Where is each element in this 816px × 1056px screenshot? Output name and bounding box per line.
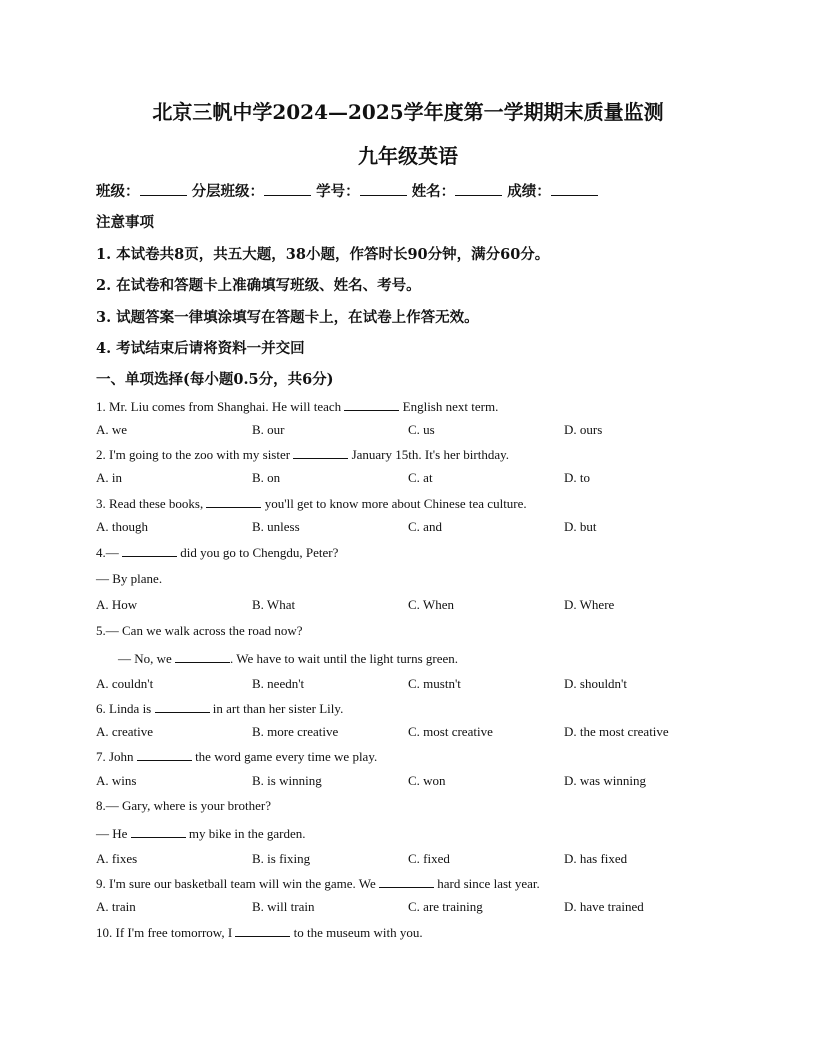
question-9 [96,875,540,892]
option-d: D. ours [564,422,603,437]
question-text: you'll get to know more about Chinese tea culture. [261,496,527,511]
question-text: 4.— [96,545,122,560]
note-item: 4. 考试结束后请将资料一并交回 [96,340,305,357]
layer-class-label: 分层班级： [191,183,265,200]
question-text: in art than her sister Lily. [209,701,344,716]
option-b: B. unless [252,519,300,534]
option-c: C. are training [408,899,483,914]
section-heading: 一、单项选择(每小题0.5分，共6分) [96,371,334,388]
note-item: 3. 试题答案一律填涂填写在答题卡上，在试卷上作答无效。 [96,309,479,326]
question-text: hard since last year. [434,876,540,891]
option-c: C. at [408,470,433,485]
question-text: 10. If I'm free tomorrow, I [96,925,236,940]
question-text: English next term. [399,399,499,414]
question-text: 6. Linda is [96,701,155,716]
option-b: B. more creative [252,724,339,739]
question-7 [96,748,377,765]
score-label: 成绩： [507,183,551,200]
page-subtitle: 九年级英语 [358,144,458,168]
dialogue-reply [96,825,306,842]
student-id-label: 学号： [316,183,360,200]
option-c: C. most creative [408,724,493,739]
answer-blank [155,700,210,713]
option-b: B. What [252,597,296,612]
option-c: C. fixed [408,851,450,866]
option-d: D. Where [564,597,615,612]
option-a: A. though [96,519,148,534]
answer-blank [293,446,348,459]
dialogue-reply: — By plane. [96,571,163,586]
question-text: 3. Read these books, [96,496,207,511]
note-item: 1. 本试卷共8页，共五大题，38小题，作答时长90分钟，满分60分。 [96,246,550,263]
question-6 [96,700,343,717]
option-b: B. is fixing [252,851,311,866]
option-a: A. we [96,422,128,437]
option-b: B. our [252,422,285,437]
question-text: — No, we [118,651,176,666]
answer-blank [137,748,192,761]
question-3 [96,495,527,512]
class-label: 班级： [96,183,140,200]
answer-blank [175,650,230,663]
question-10 [96,924,423,941]
name-label: 姓名： [411,183,456,200]
option-d: D. but [564,519,597,534]
option-d: D. was winning [564,773,646,788]
question-text: did you go to Chengdu, Peter? [177,545,339,560]
page-title: 北京三帆中学2024—2025学年度第一学期期末质量监测 [152,100,664,124]
question-8: 8.— Gary, where is your brother? [96,798,271,813]
option-a: A. couldn't [96,676,154,691]
question-text: the word game every time we play. [191,749,378,764]
answer-blank [131,825,186,838]
option-a: A. train [96,899,136,914]
option-b: B. needn't [252,676,305,691]
option-d: D. have trained [564,899,644,914]
option-a: A. fixes [96,851,138,866]
option-d: D. to [564,470,590,485]
option-b: B. will train [252,899,315,914]
option-b: B. is winning [252,773,322,788]
layer-class-blank [264,183,311,196]
question-text: 9. I'm sure our basketball team will win the game. We [96,876,380,891]
option-c: C. us [408,422,435,437]
question-text: — He [96,826,131,841]
question-text: 7. John [96,749,137,764]
question-text: 1. Mr. Liu comes from Shanghai. He will teach [96,399,345,414]
option-c: C. won [408,773,446,788]
score-blank [551,183,598,196]
answer-blank [235,924,290,937]
question-text: my bike in the garden. [185,826,306,841]
question-text: 2. I'm going to the zoo with my sister [96,447,294,462]
question-2 [96,446,509,463]
notes-heading: 注意事项 [96,214,154,231]
answer-blank [206,495,261,508]
option-d: D. the most creative [564,724,669,739]
question-text: to the museum with you. [290,925,423,940]
option-a: A. creative [96,724,154,739]
option-b: B. on [252,470,281,485]
option-d: D. has fixed [564,851,628,866]
option-c: C. and [408,519,442,534]
answer-blank [379,875,434,888]
option-a: A. How [96,597,138,612]
answer-blank [122,544,177,557]
question-5: 5.— Can we walk across the road now? [96,623,303,638]
option-c: C. mustn't [408,676,461,691]
question-4 [96,544,338,561]
dialogue-reply [118,650,458,667]
option-a: A. in [96,470,122,485]
note-item: 2. 在试卷和答题卡上准确填写班级、姓名、考号。 [96,277,421,294]
option-d: D. shouldn't [564,676,628,691]
option-a: A. wins [96,773,137,788]
answer-blank [344,398,399,411]
option-c: C. When [408,597,454,612]
question-text: . We have to wait until the light turns green. [230,651,459,666]
student-info-line [96,180,598,201]
name-blank [455,183,502,196]
student-id-blank [360,183,407,196]
question-text: January 15th. It's her birthday. [348,447,510,462]
class-blank [140,183,187,196]
question-1 [96,398,498,415]
